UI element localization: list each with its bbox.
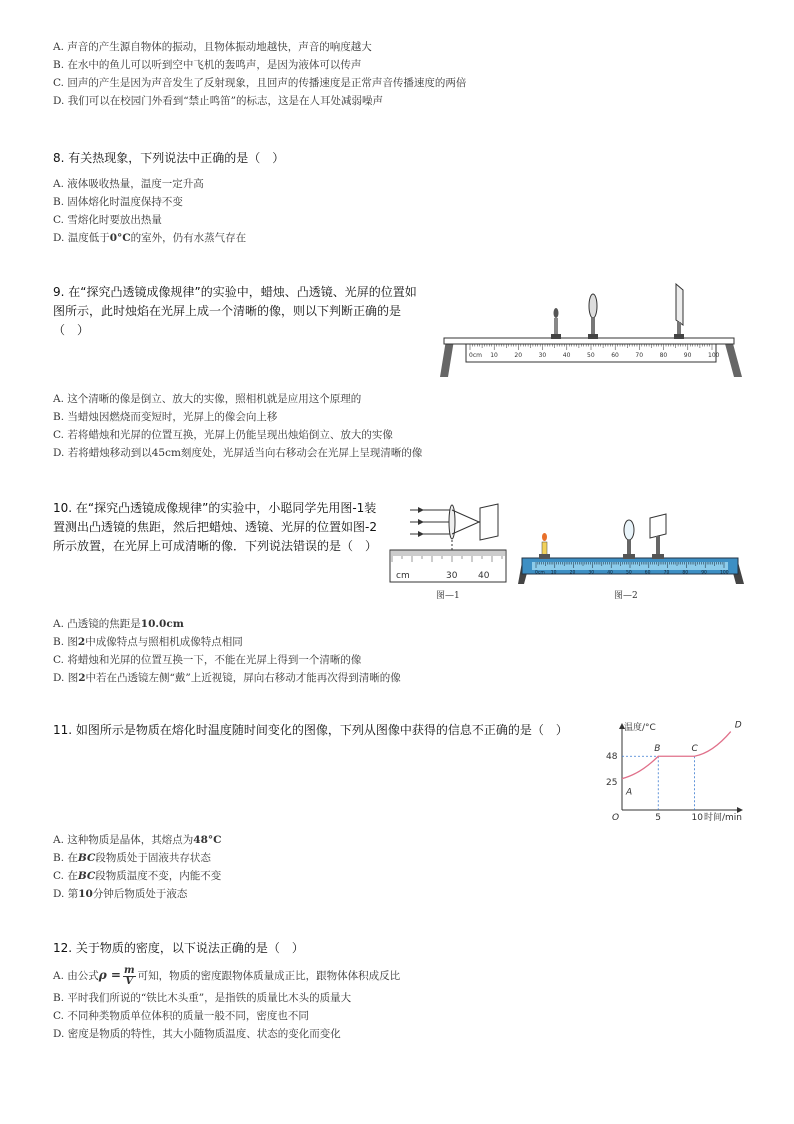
bench-tick-label: 0cm [469,352,482,359]
q8-option-d-prefix: D. 温度低于 [53,232,110,244]
y-axis-label: 温度/°C [624,723,656,733]
q11-option-a-math: 48°C [193,834,222,846]
ruler-label-40: 40 [478,571,490,581]
q8-option-d-math: 0°C [109,232,131,244]
x-tick-label: 10 [691,813,703,823]
q10-option-d [53,671,401,685]
q10-figure-2 [518,512,744,587]
q12-stem: 12. 关于物质的密度，以下说法正确的是（ ） [53,941,304,955]
q11-option-a [53,833,221,847]
q10-stem: 10. 在“探究凸透镜成像规律”的实验中，小聪同学先用图-1装置测出凸透镜的焦距，然后把蜡烛、透镜、光屏的位置如图-2所示放置，在光屏上可成清晰的像．下列说法错误的是（ ） [53,501,378,553]
fig1-caption: 图—1 [436,591,460,601]
q11-stem: 11. 如图所示是物质在熔化时温度随时间变化的图像，下列从图像中获得的信息不正确的是（ ） [53,723,568,737]
convex-lens [624,520,634,540]
q9-stem: 9. 在“探究凸透镜成像规律”的实验中，蜡烛、凸透镜、光屏的位置如图所示，此时烛焰在光屏上成一个清晰的像，则以下判断正确的是（ ） [53,285,417,337]
bench-tick-label: 100 [720,570,729,576]
screen-stand [677,322,681,336]
bench-tick-label: 50 [587,352,595,359]
y-tick-label: 48 [606,752,618,763]
point-label-c: C [691,744,698,755]
bench-tick-label: 10 [490,352,498,359]
x-axis-label: 时间/min [704,813,743,823]
q12-formula-denominator: V [125,975,134,987]
q11-option-d [53,887,187,901]
q10-option-a [53,617,184,631]
q12-formula-fraction [123,966,136,987]
q12-formula-numerator: m [123,964,135,976]
q10-option-b-suffix: 中成像特点与照相机成像特点相同 [85,636,243,648]
q10-option-b-prefix: B. 图 [53,636,78,648]
q10-option-d-suffix: 中若在凸透镜左侧“戴”上近视镜，屏向右移动才能再次得到清晰的像 [85,672,401,684]
y-tick-label: 25 [606,778,618,788]
light-screen [676,284,683,325]
x-tick-label: 5 [655,813,661,823]
q7-option-d: D. 我们可以在校园门外看到“禁止鸣笛”的标志，这是在人耳处减弱噪声 [53,95,383,107]
lens-holder [588,334,598,339]
q11-option-a-prefix: A. 这种物质是晶体，其熔点为 [53,834,194,846]
q12-option-d: D. 密度是物质的特性，其大小随物质温度、状态的变化而变化 [53,1028,341,1040]
lens-stand [591,318,595,336]
q12-option-a-prefix: A. 由公式 [53,970,99,982]
q10-option-d-prefix: D. 图 [53,672,79,684]
bench-tick-label: 30 [588,570,595,576]
q9-option-d: D. 若将蜡烛移动到以45cm刻度处，光屏适当向右移动会在光屏上呈现清晰的像 [53,447,423,459]
screen-holder [652,554,664,559]
bench-tick-label: 70 [635,352,644,359]
fig2-caption: 图—2 [614,591,638,601]
q7-option-a: A. 声音的产生源自物体的振动，且物体振动地越快，声音的响度越大 [53,41,372,53]
q11-option-c-prefix: C. 在 [53,870,78,882]
bench-tick-label: 100 [708,352,720,359]
q11-option-d-suffix: 分钟后物质处于液态 [92,888,188,900]
q8-option-d [53,231,246,245]
q11-option-b-suffix: 段物质处于固液共存状态 [95,852,211,864]
ruler-label-30: 30 [446,571,458,581]
origin-label: O [612,813,620,823]
q7-option-b: B. 在水中的鱼儿可以听到空中飞机的轰鸣声，是因为液体可以传声 [53,59,362,71]
q11-option-b-prefix: B. 在 [53,852,78,864]
point-label-a: A [626,787,633,798]
bench-tick-label: 60 [644,570,651,576]
bench-tick-label: 40 [607,570,613,576]
candle-flame [554,308,559,318]
q9-optical-bench-figure [440,280,745,380]
candle [542,542,547,556]
q12-option-a [53,964,400,987]
bench-tick-label: 90 [701,570,707,576]
bench-tick-label: 10 [550,570,557,576]
bench-tick-label: 0cm [535,570,545,576]
q8-option-d-suffix: 的室外，仍有水蒸气存在 [130,232,247,244]
bench-tick-label: 80 [659,352,668,359]
q8-option-c: C. 雪熔化时要放出热量 [53,214,162,226]
q7-option-c: C. 回声的产生是因为声音发生了反射现象，且回声的传播速度是正常声音传播速度的两倍 [53,77,467,89]
lens-stand [627,540,631,556]
ray-arrow-3 [418,531,424,537]
q12-option-c: C. 不同种类物质单位体积的质量一般不同，密度也不同 [53,1010,309,1022]
q10-option-c: C. 将蜡烛和光屏的位置互换一下，不能在光屏上得到一个清晰的像 [53,654,362,666]
screen-stand [656,536,660,556]
q11-option-d-math: 10 [78,888,93,900]
q10-option-b-math: 2 [77,636,86,648]
point-label-b: B [654,744,661,755]
q9-option-a: A. 这个清晰的像是倒立、放大的实像，照相机就是应用这个原理的 [53,393,362,405]
q10-option-d-math: 2 [78,672,86,684]
q10-option-a-prefix: A. 凸透镜的焦距是 [53,618,141,630]
q8-option-b: B. 固体熔化时温度保持不变 [53,196,183,208]
q8-option-a: A. 液体吸收热量，温度一定升高 [53,178,204,190]
bench-tick-label: 20 [514,352,523,359]
melting-curve [622,732,731,779]
screen [480,504,498,540]
ray-arrow-2 [418,519,424,525]
bench-tick-label: 80 [682,570,689,576]
bench-tick-label: 20 [569,570,576,576]
q9-option-c: C. 若将蜡烛和光屏的位置互换，光屏上仍能呈现出烛焰倒立、放大的实像 [53,429,393,441]
q11-option-b [53,851,211,865]
q12-option-b: B. 平时我们所说的“铁比木头重”，是指铁的质量比木头的质量大 [53,992,352,1004]
q11-melting-chart [600,718,750,823]
screen-holder [674,334,684,339]
ruler-unit-label: cm [396,571,410,581]
bench-tick-label: 60 [611,352,619,359]
bench-left-leg [440,340,454,377]
candle-holder [551,334,561,339]
bench-tick-label: 90 [683,352,692,359]
candle-flame [542,533,547,541]
ray-arrow-1 [418,507,424,513]
q8-stem: 8. 有关热现象，下列说法中正确的是（ ） [53,151,285,165]
bench-right-leg [724,340,742,377]
point-label-d: D [734,720,742,731]
bench-tick-label: 30 [538,352,547,359]
bench-tick-label: 50 [626,570,632,576]
q9-option-b: B. 当蜡烛因燃烧而变短时，光屏上的像会向上移 [53,411,278,423]
q10-figure-1 [388,496,508,586]
convex-lens [589,294,597,318]
q10-option-b [53,635,243,649]
q11-option-c-suffix: 段物质温度不变，内能不变 [95,870,222,882]
bench-tick-label: 70 [663,570,670,576]
lens-holder [623,554,635,559]
q11-option-c [53,869,221,883]
q12-option-a-suffix: 可知，物质的密度跟物体质量成正比，跟物体体积成反比 [137,970,401,982]
light-screen [650,514,666,538]
q11-option-d-prefix: D. 第 [53,888,79,900]
q10-option-a-math: 10.0cm [140,618,184,630]
candle-holder [539,554,550,559]
q12-formula-lhs: ρ = [98,968,121,982]
bench-tick-label: 40 [562,352,571,359]
q11-option-b-math: BC [77,852,96,864]
q11-option-c-math: BC [77,870,96,882]
chart-marks [606,721,742,823]
